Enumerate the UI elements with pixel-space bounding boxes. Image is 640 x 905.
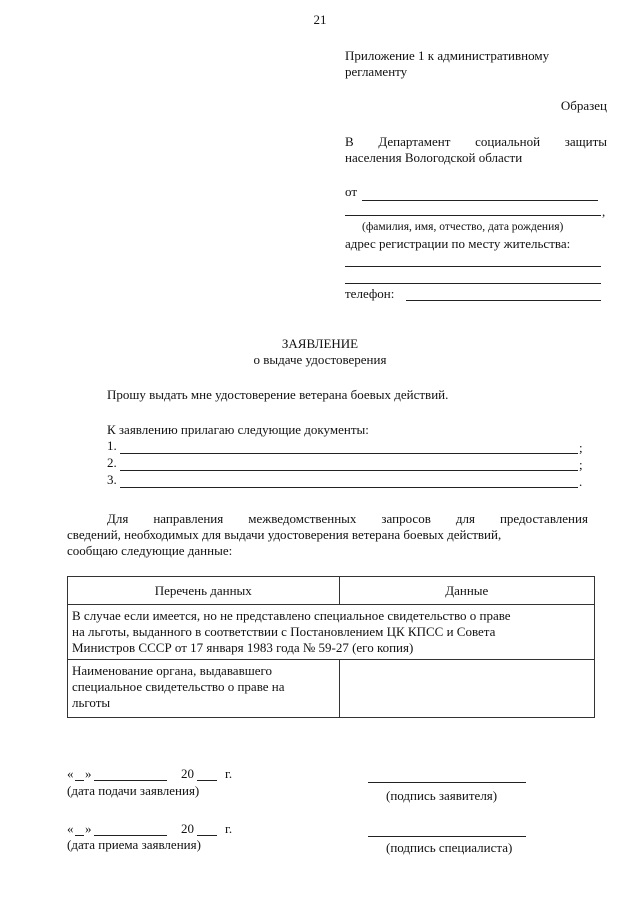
specialist-signature-line[interactable]	[368, 836, 526, 837]
date-quote-open: «	[67, 821, 74, 836]
info-word: Для	[107, 511, 129, 526]
year-line[interactable]	[197, 835, 217, 836]
attachment-num-1: 1.	[107, 438, 117, 453]
table-header-data: Данные	[339, 577, 594, 605]
table-row-1-line: Министров СССР от 17 января 1983 года № 59-27 (его копия)	[72, 640, 414, 655]
addressee-line-1	[345, 134, 607, 150]
document-title: ЗАЯВЛЕНИЕ	[281, 336, 359, 351]
year-suffix: г.	[225, 766, 233, 781]
year-prefix: 20	[181, 766, 194, 781]
table-row	[68, 605, 595, 660]
specialist-signature-caption: (подпись специалиста)	[386, 840, 513, 855]
appendix-line-2: регламенту	[345, 64, 408, 79]
accept-date-caption: (дата приема заявления)	[67, 837, 201, 852]
addressee-word: социальной	[475, 134, 541, 149]
year-suffix: г.	[225, 821, 233, 836]
attachment-end-2: ;	[579, 457, 583, 472]
info-para-line-1	[107, 511, 588, 527]
info-para-line-3: сообщаю следующие данные:	[67, 543, 233, 558]
table-header-list: Перечень данных	[68, 577, 340, 605]
document-subtitle: о выдаче удостоверения	[253, 352, 387, 367]
day-line[interactable]	[75, 780, 84, 781]
address-field-line-2[interactable]	[345, 283, 601, 284]
table-row-2-line: специальное свидетельство о праве на	[72, 679, 285, 694]
addressee-word: Департамент	[378, 134, 451, 149]
submit-date-caption: (дата подачи заявления)	[67, 783, 200, 798]
attachment-num-3: 3.	[107, 472, 117, 487]
address-label: адрес регистрации по месту жительства:	[345, 236, 571, 251]
attachment-line-2[interactable]	[120, 470, 578, 471]
appendix-line-1: Приложение 1 к административному	[345, 48, 550, 63]
from-field-line[interactable]	[362, 200, 598, 201]
applicant-signature-caption: (подпись заявителя)	[386, 788, 498, 803]
attachment-num-2: 2.	[107, 455, 117, 470]
attachment-end-1: ;	[579, 440, 583, 455]
day-line[interactable]	[75, 835, 84, 836]
table-row-1-line: В случае если имеется, но не представлено специальное свидетельство о праве	[72, 608, 511, 623]
attachment-line-1[interactable]	[120, 453, 578, 454]
comma-mark: ,	[602, 204, 606, 219]
year-line[interactable]	[197, 780, 217, 781]
addressee-line-2: населения Вологодской области	[345, 150, 523, 165]
month-line[interactable]	[94, 780, 167, 781]
info-word: для	[455, 511, 475, 526]
year-prefix: 20	[181, 821, 194, 836]
table-row-1-line: на льготы, выданного в соответствии с Постановлением ЦК КПСС и Совета	[72, 624, 496, 639]
addressee-word: защиты	[564, 134, 607, 149]
table-row-2-value[interactable]	[339, 660, 594, 718]
fio-hint: (фамилия, имя, отчество, дата рождения)	[362, 221, 564, 233]
attachment-end-3: .	[579, 474, 583, 489]
info-word: направления	[153, 511, 224, 526]
info-para-line-2: сведений, необходимых для выдачи удостоверения ветерана боевых действий,	[67, 527, 502, 542]
phone-label: телефон:	[345, 286, 395, 301]
table-row	[68, 660, 595, 718]
attach-intro: К заявлению прилагаю следующие документы:	[107, 422, 369, 437]
table-header-row	[68, 577, 595, 605]
phone-field-line[interactable]	[406, 300, 601, 301]
from-label: от	[345, 184, 358, 199]
month-line[interactable]	[94, 835, 167, 836]
table-row-1-cell	[68, 605, 595, 660]
submit-date-field[interactable]	[67, 766, 242, 782]
applicant-signature-line[interactable]	[368, 782, 526, 783]
info-word: предоставления	[499, 511, 588, 526]
date-quote-open: «	[67, 766, 74, 781]
sample-label: Образец	[560, 98, 607, 113]
info-word: межведомственных	[248, 511, 357, 526]
date-quote-close: »	[85, 766, 92, 781]
page-number: 21	[313, 12, 327, 27]
attachment-line-3[interactable]	[120, 487, 578, 488]
info-word: запросов	[381, 511, 431, 526]
accept-date-field[interactable]	[67, 821, 242, 837]
table-row-2-line: льготы	[72, 695, 111, 710]
request-text: Прошу выдать мне удостоверение ветерана боевых действий.	[107, 387, 449, 402]
table-row-2-label	[68, 660, 340, 718]
addressee-word: В	[345, 134, 354, 149]
table-row-2-line: Наименование органа, выдававшего	[72, 663, 272, 678]
date-quote-close: »	[85, 821, 92, 836]
from-field-line-2[interactable]	[345, 215, 601, 216]
data-table	[67, 576, 595, 718]
address-field-line-1[interactable]	[345, 266, 601, 267]
